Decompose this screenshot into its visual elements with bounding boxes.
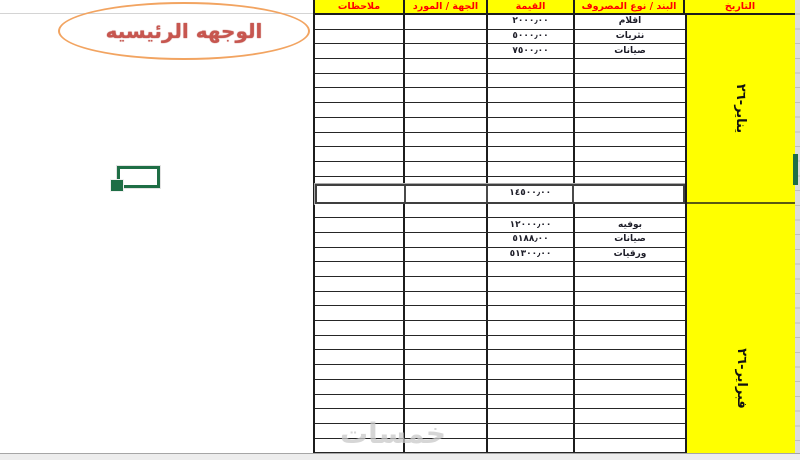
column-header-date[interactable]: التاريخ xyxy=(724,0,756,12)
rectangle-shape-handle[interactable] xyxy=(110,179,124,192)
notes-cell[interactable] xyxy=(315,380,405,394)
table-row[interactable] xyxy=(315,233,685,248)
value-cell[interactable] xyxy=(488,277,575,291)
value-cell[interactable] xyxy=(488,336,575,350)
item-cell[interactable] xyxy=(575,262,685,276)
item-cell[interactable] xyxy=(575,292,685,306)
item-cell[interactable] xyxy=(575,133,685,147)
entity-cell[interactable] xyxy=(405,133,488,147)
table-row[interactable] xyxy=(315,409,685,424)
value-cell[interactable] xyxy=(488,74,575,88)
watermark-text: خمسات xyxy=(340,417,447,450)
date-cell-february[interactable] xyxy=(687,204,795,453)
table-row[interactable] xyxy=(315,365,685,380)
table-header-row xyxy=(315,0,795,15)
notes-cell[interactable] xyxy=(315,248,405,262)
notes-cell[interactable] xyxy=(315,409,405,423)
entity-cell[interactable] xyxy=(405,30,488,44)
notes-cell[interactable] xyxy=(315,233,405,247)
value-cell[interactable] xyxy=(488,162,575,176)
value-cell[interactable] xyxy=(488,350,575,364)
value-cell[interactable] xyxy=(488,365,575,379)
value-cell[interactable] xyxy=(488,409,575,423)
item-cell[interactable] xyxy=(575,350,685,364)
table-row[interactable] xyxy=(315,59,685,74)
notes-cell[interactable] xyxy=(315,439,405,453)
item-cell[interactable] xyxy=(575,147,685,161)
notes-cell[interactable] xyxy=(315,162,405,176)
column-header-item[interactable]: البند / نوع المصروف xyxy=(575,0,685,13)
notes-cell[interactable] xyxy=(315,306,405,320)
table-row[interactable] xyxy=(315,424,685,439)
table-row[interactable] xyxy=(315,277,685,292)
entity-cell[interactable] xyxy=(405,248,488,262)
notes-cell[interactable] xyxy=(315,15,405,29)
item-cell[interactable]: ورقيات xyxy=(613,248,647,259)
table-row[interactable] xyxy=(315,248,685,263)
value-cell[interactable] xyxy=(488,133,575,147)
table-row[interactable] xyxy=(315,15,685,30)
entity-cell[interactable] xyxy=(405,44,488,58)
notes-cell[interactable] xyxy=(315,74,405,88)
date-february-label: فبراير-٢٦ xyxy=(733,348,749,409)
value-cell[interactable] xyxy=(488,177,575,183)
item-cell[interactable] xyxy=(575,74,685,88)
table-row[interactable] xyxy=(315,306,685,321)
notes-cell[interactable] xyxy=(315,103,405,117)
table-row[interactable] xyxy=(315,147,685,162)
entity-cell[interactable] xyxy=(405,409,488,423)
column-header-value[interactable]: القيمة xyxy=(488,0,575,13)
date-column xyxy=(685,15,795,453)
value-cell[interactable] xyxy=(488,395,575,409)
main-page-oval-label: الوجهه الرئيسيه xyxy=(105,19,263,43)
entity-cell[interactable] xyxy=(405,292,488,306)
table-row[interactable] xyxy=(315,380,685,395)
value-cell[interactable] xyxy=(488,424,575,438)
item-cell[interactable] xyxy=(575,439,685,453)
notes-cell[interactable] xyxy=(315,336,405,350)
table-body xyxy=(315,15,795,453)
table-row[interactable] xyxy=(315,74,685,89)
entity-cell[interactable] xyxy=(405,321,488,335)
entity-cell[interactable] xyxy=(405,74,488,88)
value-cell[interactable] xyxy=(488,88,575,102)
value-cell[interactable]: ١٢٠٠٠٫٠٠ xyxy=(488,218,575,232)
value-cell[interactable]: ٥١٨٨٫٠٠ xyxy=(488,233,575,247)
table-row[interactable] xyxy=(315,118,685,133)
item-cell[interactable] xyxy=(575,88,685,102)
entity-cell[interactable] xyxy=(405,118,488,132)
entity-cell[interactable] xyxy=(405,103,488,117)
table-row[interactable] xyxy=(315,321,685,336)
table-row[interactable] xyxy=(315,350,685,365)
entity-cell[interactable] xyxy=(405,350,488,364)
selected-total-row[interactable] xyxy=(315,184,685,204)
entity-cell[interactable] xyxy=(405,424,488,438)
table-row[interactable] xyxy=(315,395,685,410)
item-cell[interactable]: صيانات xyxy=(614,234,646,245)
item-cell[interactable] xyxy=(575,395,685,409)
entity-cell[interactable] xyxy=(405,439,488,453)
value-cell[interactable]: ٧٥٠٠٫٠٠ xyxy=(488,44,575,58)
entity-cell[interactable] xyxy=(405,336,488,350)
notes-cell[interactable] xyxy=(315,88,405,102)
item-cell[interactable] xyxy=(575,59,685,73)
notes-cell[interactable] xyxy=(315,277,405,291)
column-header-notes[interactable]: ملاحظات xyxy=(315,0,405,13)
item-cell[interactable]: اقلام xyxy=(618,16,642,27)
entity-cell[interactable] xyxy=(405,233,488,247)
table-row[interactable] xyxy=(315,218,685,233)
notes-cell[interactable] xyxy=(315,424,405,438)
notes-cell[interactable] xyxy=(315,204,405,218)
value-cell[interactable] xyxy=(488,439,575,453)
entity-cell[interactable] xyxy=(405,306,488,320)
value-cell[interactable] xyxy=(488,292,575,306)
table-row[interactable] xyxy=(315,439,685,454)
item-cell[interactable] xyxy=(575,118,685,132)
item-cell[interactable] xyxy=(575,409,685,423)
notes-cell[interactable] xyxy=(315,365,405,379)
notes-cell[interactable] xyxy=(315,395,405,409)
table-row[interactable] xyxy=(315,30,685,45)
table-row[interactable] xyxy=(315,336,685,351)
value-cell[interactable] xyxy=(488,262,575,276)
item-cell[interactable] xyxy=(575,306,685,320)
rows-container xyxy=(315,15,685,453)
entity-cell[interactable] xyxy=(405,177,488,183)
value-cell[interactable] xyxy=(488,380,575,394)
entity-cell[interactable] xyxy=(405,380,488,394)
item-cell[interactable] xyxy=(575,336,685,350)
entity-cell[interactable] xyxy=(405,204,488,218)
value-cell[interactable] xyxy=(488,59,575,73)
column-header-entity[interactable]: الجهة / المورد xyxy=(405,0,488,13)
value-cell[interactable]: ١٤٥٠٠٫٠٠ xyxy=(488,186,574,202)
item-cell[interactable] xyxy=(574,186,683,202)
item-cell[interactable] xyxy=(575,365,685,379)
entity-cell[interactable] xyxy=(405,277,488,291)
table-row[interactable] xyxy=(315,262,685,277)
value-cell[interactable] xyxy=(488,103,575,117)
entity-cell[interactable] xyxy=(405,365,488,379)
item-cell[interactable] xyxy=(575,277,685,291)
item-cell[interactable]: نثريات xyxy=(615,31,645,42)
notes-cell[interactable] xyxy=(317,186,406,202)
item-cell[interactable] xyxy=(575,177,685,183)
notes-cell[interactable] xyxy=(315,218,405,232)
value-cell[interactable]: ٢٠٠٠٫٠٠ xyxy=(488,15,575,29)
entity-cell[interactable] xyxy=(405,162,488,176)
notes-cell[interactable] xyxy=(315,59,405,73)
entity-cell[interactable] xyxy=(405,59,488,73)
item-cell[interactable] xyxy=(575,321,685,335)
notes-cell[interactable] xyxy=(315,262,405,276)
entity-cell[interactable] xyxy=(405,15,488,29)
bottom-edge-strip xyxy=(0,453,800,460)
right-edge-strip xyxy=(795,0,800,453)
entity-cell[interactable] xyxy=(405,147,488,161)
notes-cell[interactable] xyxy=(315,133,405,147)
table-row[interactable] xyxy=(315,177,685,184)
item-cell[interactable] xyxy=(575,204,685,218)
table-row[interactable] xyxy=(315,133,685,148)
notes-cell[interactable] xyxy=(315,292,405,306)
notes-cell[interactable] xyxy=(315,30,405,44)
date-january-label: يناير-٢٦ xyxy=(733,83,749,134)
edge-green-shape[interactable] xyxy=(793,154,798,185)
entity-cell[interactable] xyxy=(405,88,488,102)
value-cell[interactable] xyxy=(488,204,575,218)
table-row[interactable] xyxy=(315,292,685,307)
main-page-oval-shape[interactable] xyxy=(58,2,310,60)
item-cell[interactable]: صيانات xyxy=(614,45,646,56)
value-cell[interactable]: ٥١٣٠٠٫٠٠ xyxy=(488,248,575,262)
notes-cell[interactable] xyxy=(315,147,405,161)
table-row[interactable] xyxy=(315,88,685,103)
table-row[interactable] xyxy=(315,103,685,118)
item-cell[interactable] xyxy=(575,162,685,176)
entity-cell[interactable] xyxy=(405,262,488,276)
notes-cell[interactable] xyxy=(315,177,405,183)
value-cell[interactable] xyxy=(488,147,575,161)
item-cell[interactable] xyxy=(575,103,685,117)
value-cell[interactable]: ٥٠٠٠٫٠٠ xyxy=(488,30,575,44)
value-cell[interactable] xyxy=(488,306,575,320)
value-cell[interactable] xyxy=(488,118,575,132)
table-row[interactable] xyxy=(315,204,685,219)
worksheet xyxy=(313,0,795,453)
date-cell-january[interactable] xyxy=(687,15,795,204)
table-row[interactable] xyxy=(315,44,685,59)
notes-cell[interactable] xyxy=(315,118,405,132)
notes-cell[interactable] xyxy=(315,44,405,58)
entity-cell[interactable] xyxy=(405,395,488,409)
entity-cell[interactable] xyxy=(406,186,488,202)
item-cell[interactable] xyxy=(575,424,685,438)
notes-cell[interactable] xyxy=(315,350,405,364)
value-cell[interactable] xyxy=(488,321,575,335)
item-cell[interactable]: بوفيه xyxy=(617,219,643,230)
table-row[interactable] xyxy=(315,162,685,177)
notes-cell[interactable] xyxy=(315,321,405,335)
entity-cell[interactable] xyxy=(405,218,488,232)
item-cell[interactable] xyxy=(575,380,685,394)
